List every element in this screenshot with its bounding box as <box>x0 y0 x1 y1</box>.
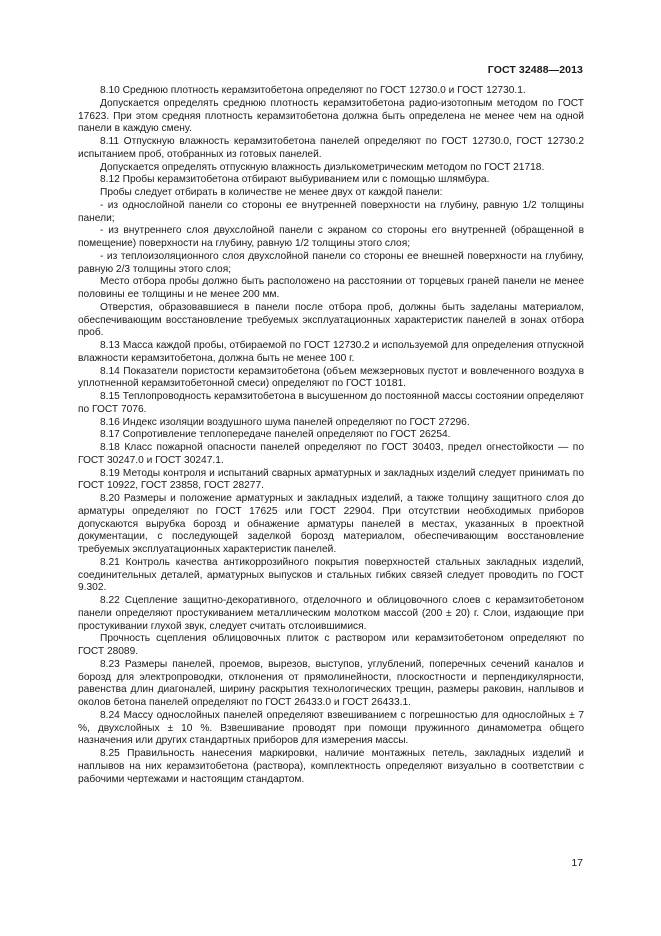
paragraph: Отверстия, образовавшиеся в панели после отбора проб, должны быть заделаны материалом, обеспечивающим восстановление требуемых эксплуатационных характеристик панелей в зонах отбора проб. <box>78 301 584 339</box>
paragraph-8-11: 8.11 Отпускную влажность керамзитобетона панелей определяют по ГОСТ 12730.0, ГОСТ 12730.2 испытанием проб, отобранных из готовых панелей. <box>78 136 584 160</box>
paragraph-8-14: 8.14 Показатели пористости керамзитобетона (объем межзерновых пустот и вовлеченного воздуха в уплотненной керамзитобетонной смеси) определяют по ГОСТ 10181. <box>78 365 584 390</box>
paragraph-8-10: 8.10 Среднюю плотность керамзитобетона определяют по ГОСТ 12730.0 и ГОСТ 12730.1. <box>100 85 526 96</box>
paragraph: Допускается определять отпускную влажность диэлькометрическим методом по ГОСТ 21718. <box>100 161 545 173</box>
paragraph-8-13: 8.13 Масса каждой пробы, отбираемой по ГОСТ 12730.2 и используемой для определения отпускной влажности керамзитобетона, должна быть не менее 100 г. <box>78 340 584 364</box>
paragraph: Пробы следует отбирать в количестве не менее двух от каждой панели: <box>100 187 443 198</box>
paragraph-8-16: 8.16 Индекс изоляции воздушного шума панелей определяют по ГОСТ 27296. <box>100 416 470 428</box>
paragraph-8-21: 8.21 Контроль качества антикоррозийного покрытия поверхностей стальных закладных изделий, соединительных деталей, арматурных выпусков и стальных гибких связей следует проводить по ГОСТ 9.302. <box>78 556 584 594</box>
paragraph-8-19: 8.19 Методы контроля и испытаний сварных арматурных и закладных изделий следует принимать по ГОСТ 10922, ГОСТ 23858, ГОСТ 28277. <box>78 467 584 492</box>
list-item: - из внутреннего слоя двухслойной панели с экраном со стороны его внутренней (обращенной в помещение) поверхности на глубину, равную 1/2 толщины этого слоя; <box>78 225 584 249</box>
document-body <box>78 85 584 786</box>
paragraph-8-12: 8.12 Пробы керамзитобетона отбирают выбуриванием или с помощью шлямбура. <box>100 174 490 186</box>
paragraph-8-22: 8.22 Сцепление защитно-декоративного, отделочного и облицовочного слоев с керамзитобетоном панели определяют простукиванием металлическим молотком массой (200 ± 20) г. Слои, издающие при простукивании глухой звук, следует считать отслоившимися. <box>78 595 584 632</box>
paragraph-8-18: 8.18 Класс пожарной опасности панелей определяют по ГОСТ 30403, предел огнестойкости — по ГОСТ 30247.0 и ГОСТ 30247.1. <box>78 442 584 466</box>
paragraph: Место отбора пробы должно быть расположено на расстоянии от торцевых граней панели не менее половины ее толщины и не менее 200 мм. <box>78 276 584 300</box>
list-item: - из теплоизоляционного слоя двухслойной панели со стороны ее внешней поверхности на глубину, равную 2/3 толщины этого слоя; <box>78 250 584 275</box>
paragraph: Прочность сцепления облицовочных плиток с раствором или керамзитобетоном определяют по ГОСТ 28089. <box>78 633 584 657</box>
list-item: - из однослойной панели со стороны ее внутренней поверхности на глубину, равную 1/2 толщины панели; <box>78 199 584 224</box>
paragraph-8-20: 8.20 Размеры и положение арматурных и закладных изделий, а также толщину защитного слоя до арматуры определяют по ГОСТ 17625 или ГОСТ 22904. При отсутствии необходимых приборов допускаются вырубка борозд и обнажение арматуры панелей в местах, указанных в проектной документации, с последующей заделкой борозд материалом, обеспечивающим восстановление требуемых эксплуатационных характеристик панелей. <box>78 493 584 555</box>
paragraph-8-15: 8.15 Теплопроводность керамзитобетона в высушенном до постоянной массы состоянии определяют по ГОСТ 7076. <box>78 391 584 415</box>
paragraph-8-17: 8.17 Сопротивление теплопередаче панелей определяют по ГОСТ 26254. <box>100 429 451 441</box>
standard-header: ГОСТ 32488—2013 <box>487 64 583 76</box>
paragraph-8-24: 8.24 Массу однослойных панелей определяют взвешиванием с погрешностью для однослойных ± 7 %, двухслойных ± 10 %. Взвешивание проводят при помощи пружинного динамометра общего назначения или других стандартных приборов для измерения массы. <box>78 709 584 747</box>
paragraph-8-25: 8.25 Правильность нанесения маркировки, наличие монтажных петель, закладных изделий и наплывов на них керамзитобетона (раствора), комплектность определяют визуально в соответствии с рабочими чертежами и настоящим стандартом. <box>78 748 584 785</box>
paragraph: Допускается определять среднюю плотность керамзитобетона радио-изотопным методом по ГОСТ 17623. При этом средняя плотность керамзитобетона должна быть определена не менее чем на одной панели в каждую смену. <box>78 97 584 135</box>
paragraph-8-23: 8.23 Размеры панелей, проемов, вырезов, выступов, углублений, поперечных сечений каналов и борозд для электропроводки, отклонения от прямолинейности, плоскостности и перпендикулярности, равенства длин диагоналей, ширину раскрытия технологических трещин, размеры раковин, наплывов и околов бетона панелей определяют по ГОСТ 26433.0 и ГОСТ 26433.1. <box>78 658 584 708</box>
page-number: 17 <box>571 857 583 869</box>
